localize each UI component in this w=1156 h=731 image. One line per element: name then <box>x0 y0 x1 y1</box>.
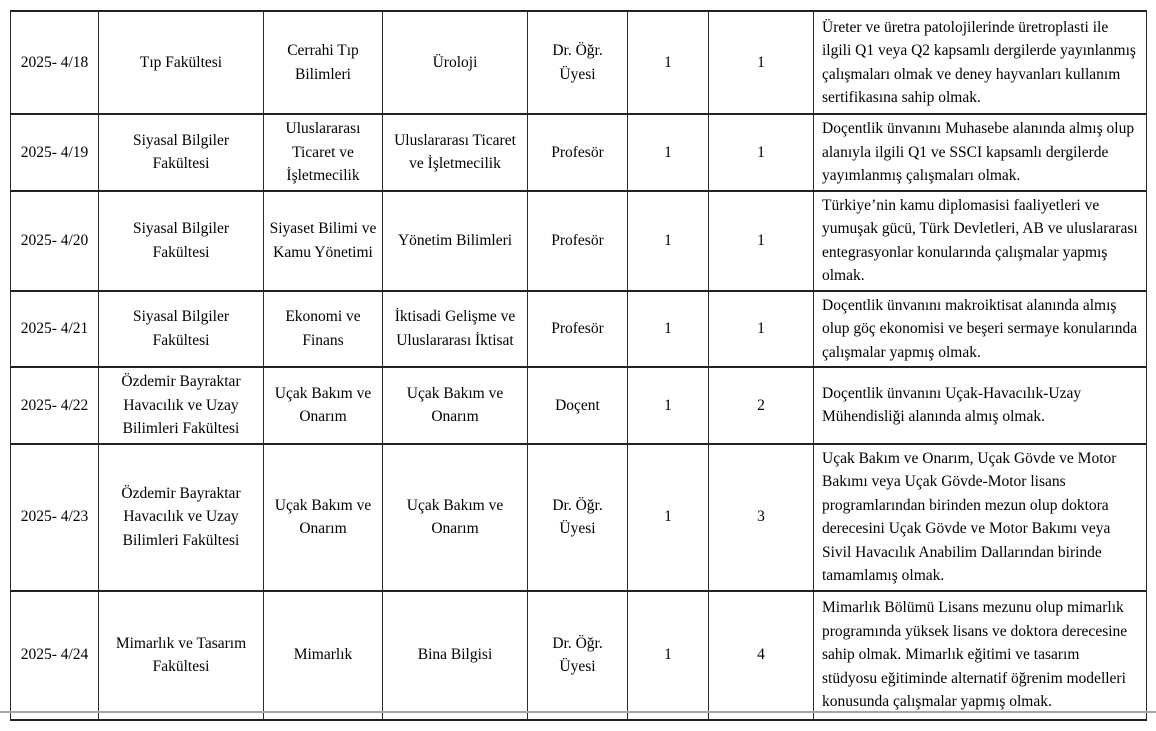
cell-requirements: Mimarlık Bölümü Lisans mezunu olup mimarlık programında yüksek lisans ve doktora derecesine sahip olmak. Mimarlık eğitimi ve tasarım stüdyosu eğitiminde alternatif öğrenim modelleri konusunda çalışmalar yapmış olmak. <box>814 591 1147 720</box>
cell-program-field: Yönetim Bilimleri <box>383 191 528 291</box>
cell-announcement-code: 2025- 4/19 <box>11 114 99 191</box>
cell-requirements: Doçentlik ünvanını Muhasebe alanında almış olup alanıyla ilgili Q1 ve SSCI kapsamlı dergilerde yayımlanmış çalışmaları olmak. <box>814 114 1147 191</box>
table-row <box>11 367 1147 444</box>
cell-requirements: Türkiye’nin kamu diplomasisi faaliyetleri ve yumuşak gücü, Türk Devletleri, AB ve uluslararası entegrasyonlar konularında çalışmalar yapmış olmak. <box>814 191 1147 291</box>
cell-faculty: Özdemir Bayraktar Havacılık ve Uzay Bilimleri Fakültesi <box>99 444 264 591</box>
cell-department: Uçak Bakım ve Onarım <box>264 444 383 591</box>
announcements-table-body <box>11 11 1147 720</box>
cell-announcement-code: 2025- 4/20 <box>11 191 99 291</box>
table-row <box>11 591 1147 720</box>
table-row <box>11 291 1147 368</box>
announcements-table <box>10 10 1147 721</box>
cell-program-field: Üroloji <box>383 11 528 114</box>
cell-count-2: 1 <box>709 114 814 191</box>
cell-count-1: 1 <box>628 191 709 291</box>
cell-count-1: 1 <box>628 444 709 591</box>
cell-announcement-code: 2025- 4/18 <box>11 11 99 114</box>
cell-count-1: 1 <box>628 367 709 444</box>
cell-requirements: Üreter ve üretra patolojilerinde üretroplasti ile ilgili Q1 veya Q2 kapsamlı dergilerde yayınlanmış çalışmaları olmak ve deney hayvanları kullanım sertifikasına sahip olmak. <box>814 11 1147 114</box>
cell-faculty: Siyasal Bilgiler Fakültesi <box>99 291 264 368</box>
cell-department: Uçak Bakım ve Onarım <box>264 367 383 444</box>
cell-program-field: Bina Bilgisi <box>383 591 528 720</box>
cell-program-field: İktisadi Gelişme ve Uluslararası İktisat <box>383 291 528 368</box>
cell-count-1: 1 <box>628 114 709 191</box>
cell-academic-title: Dr. Öğr. Üyesi <box>528 591 628 720</box>
cell-academic-title: Doçent <box>528 367 628 444</box>
cell-count-2: 4 <box>709 591 814 720</box>
cell-department: Uluslararası Ticaret ve İşletmecilik <box>264 114 383 191</box>
cell-program-field: Uçak Bakım ve Onarım <box>383 367 528 444</box>
cell-requirements: Uçak Bakım ve Onarım, Uçak Gövde ve Motor Bakımı veya Uçak Gövde-Motor lisans programlarından birinden mezun olup doktora derecesini Uçak Gövde ve Motor Bakımı veya Sivil Havacılık Anabilim Dallarından birinde tamamlamış olmak. <box>814 444 1147 591</box>
cell-department: Mimarlık <box>264 591 383 720</box>
cell-count-2: 1 <box>709 291 814 368</box>
cell-academic-title: Profesör <box>528 191 628 291</box>
cell-announcement-code: 2025- 4/22 <box>11 367 99 444</box>
cell-faculty: Siyasal Bilgiler Fakültesi <box>99 114 264 191</box>
cell-count-2: 3 <box>709 444 814 591</box>
table-row <box>11 444 1147 591</box>
cell-academic-title: Dr. Öğr. Üyesi <box>528 11 628 114</box>
cell-program-field: Uçak Bakım ve Onarım <box>383 444 528 591</box>
cell-count-2: 2 <box>709 367 814 444</box>
cell-faculty: Özdemir Bayraktar Havacılık ve Uzay Bilimleri Fakültesi <box>99 367 264 444</box>
table-row <box>11 11 1147 114</box>
table-row <box>11 191 1147 291</box>
cell-requirements: Doçentlik ünvanını makroiktisat alanında almış olup göç ekonomisi ve beşeri sermaye konularında çalışmalar yapmış olmak. <box>814 291 1147 368</box>
cell-count-2: 1 <box>709 191 814 291</box>
cell-count-2: 1 <box>709 11 814 114</box>
cell-count-1: 1 <box>628 291 709 368</box>
cell-count-1: 1 <box>628 11 709 114</box>
cell-announcement-code: 2025- 4/23 <box>11 444 99 591</box>
cell-announcement-code: 2025- 4/24 <box>11 591 99 720</box>
cell-department: Siyaset Bilimi ve Kamu Yönetimi <box>264 191 383 291</box>
cell-academic-title: Profesör <box>528 114 628 191</box>
cell-faculty: Tıp Fakültesi <box>99 11 264 114</box>
cell-academic-title: Dr. Öğr. Üyesi <box>528 444 628 591</box>
cell-requirements: Doçentlik ünvanını Uçak-Havacılık-Uzay Mühendisliği alanında almış olmak. <box>814 367 1147 444</box>
cell-academic-title: Profesör <box>528 291 628 368</box>
page-divider-line <box>0 711 1156 713</box>
table-row <box>11 114 1147 191</box>
cell-faculty: Mimarlık ve Tasarım Fakültesi <box>99 591 264 720</box>
cell-announcement-code: 2025- 4/21 <box>11 291 99 368</box>
cell-department: Cerrahi Tıp Bilimleri <box>264 11 383 114</box>
cell-faculty: Siyasal Bilgiler Fakültesi <box>99 191 264 291</box>
cell-program-field: Uluslararası Ticaret ve İşletmecilik <box>383 114 528 191</box>
cell-count-1: 1 <box>628 591 709 720</box>
cell-department: Ekonomi ve Finans <box>264 291 383 368</box>
